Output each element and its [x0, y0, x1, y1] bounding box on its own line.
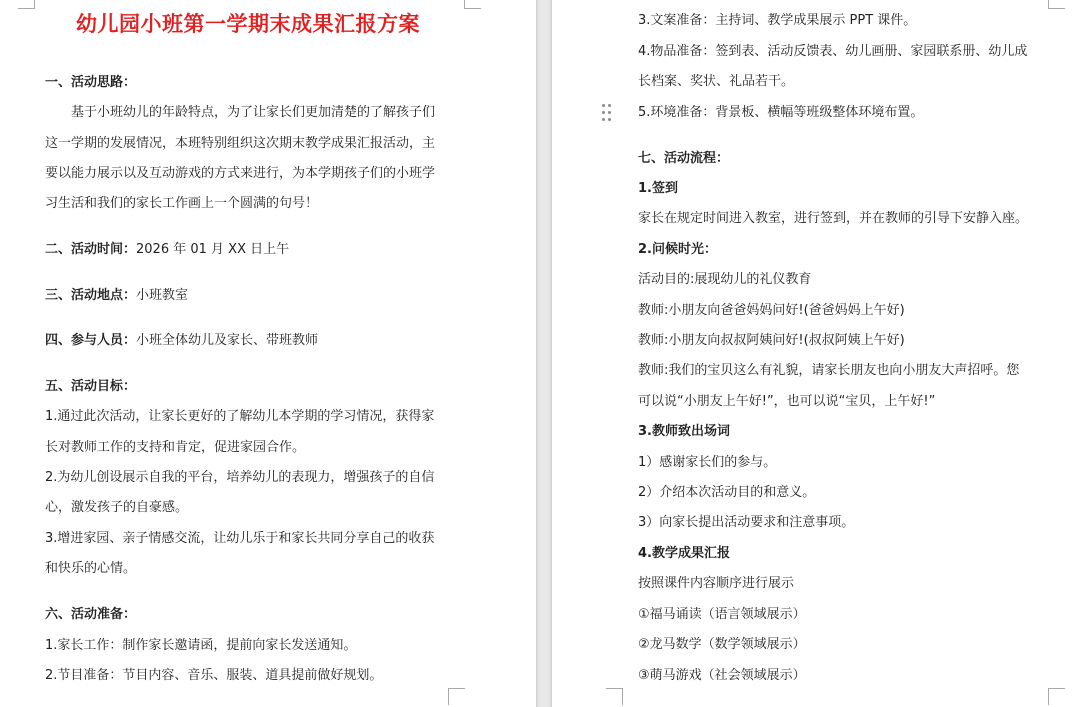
page-corner-mark: [606, 688, 623, 705]
drag-handle-icon[interactable]: [602, 104, 614, 124]
page-corner-mark: [464, 0, 481, 9]
paragraph-line: 2）介绍本次活动目的和意义。: [638, 485, 816, 500]
paragraph-line: 教师:小朋友向爸爸妈妈问好!(爸爸妈妈上午好): [638, 303, 905, 318]
paragraph-line: 心，激发孩子的自豪感。: [45, 500, 189, 515]
section-time: [45, 241, 289, 259]
paragraph-line: 2.节目准备：节目内容、音乐、服装、道具提前做好规划。: [45, 668, 383, 683]
section-participants: [45, 332, 318, 350]
section-location-label: 三、活动地点：: [45, 288, 137, 303]
paragraph-line: 2.为幼儿创设展示自我的平台，培养幼儿的表现力，增强孩子的自信: [45, 470, 435, 485]
step-heading-opening: 3.教师致出场词: [638, 424, 730, 439]
paragraph-line: 习生活和我们的家长工作画上一个圆满的句号！: [45, 196, 319, 211]
section-heading-idea: 一、活动思路：: [45, 75, 137, 90]
paragraph-line: 家长在规定时间进入教室，进行签到，并在教师的引导下安静入座。: [638, 211, 1029, 226]
step-heading-signin: 1.签到: [638, 181, 678, 196]
page-corner-mark: [1048, 688, 1065, 705]
document-title: 幼儿园小班第一学期末成果汇报方案: [76, 11, 420, 36]
section-participants-label: 四、参与人员：: [45, 333, 137, 348]
paragraph-line: 长档案、奖状、礼品若干。: [638, 74, 795, 89]
paragraph-line: 这一学期的发展情况，本班特别组织这次期末教学成果汇报活动，主: [45, 136, 436, 151]
section-time-label: 二、活动时间：: [45, 242, 137, 257]
section-location: [45, 287, 188, 305]
page-corner-mark: [18, 0, 35, 9]
paragraph-line: 1.家长工作：制作家长邀请函，提前向家长发送通知。: [45, 638, 357, 653]
paragraph-line: 和快乐的心情。: [45, 561, 137, 576]
page-corner-mark: [1048, 0, 1065, 9]
paragraph-line: 按照课件内容顺序进行展示: [638, 576, 795, 591]
section-heading-goals: 五、活动目标：: [45, 379, 137, 394]
section-heading-prep: 六、活动准备：: [45, 607, 137, 622]
page-corner-mark: [448, 688, 465, 705]
paragraph-line: 1.通过此次活动，让家长更好的了解幼儿本学期的学习情况，获得家: [45, 409, 435, 424]
paragraph-line: 3）向家长提出活动要求和注意事项。: [638, 515, 855, 530]
paragraph-line: 3.文案准备：主持词、教学成果展示 PPT 课件。: [638, 13, 917, 28]
paragraph-line: 4.物品准备：签到表、活动反馈表、幼儿画册、家园联系册、幼儿成: [638, 44, 1028, 59]
step-heading-report: 4.教学成果汇报: [638, 546, 730, 561]
paragraph-line: 5.环境准备：背景板、横幅等班级整体环境布置。: [638, 105, 924, 120]
step-heading-greeting: 2.问候时光：: [638, 242, 717, 257]
paragraph-line: 教师:我们的宝贝这么有礼貌，请家长朋友也向小朋友大声招呼。您: [638, 363, 1020, 378]
paragraph-line: 可以说“小朋友上午好!”，也可以说“宝贝，上午好!”: [638, 394, 936, 409]
paragraph-line: ①福马诵读（语言领域展示）: [638, 607, 806, 622]
paragraph-line: 3.增进家园、亲子情感交流，让幼儿乐于和家长共同分享自己的收获: [45, 531, 435, 546]
page-right[interactable]: [552, 0, 1080, 707]
page-left[interactable]: [0, 0, 536, 707]
paragraph-line: 活动目的:展现幼儿的礼仪教育: [638, 272, 812, 287]
paragraph-line: ②龙马数学（数学领域展示）: [638, 637, 806, 652]
paragraph-line: 要以能力展示以及互动游戏的方式来进行，为本学期孩子们的小班学: [45, 166, 436, 181]
paragraph-line: ③萌马游戏（社会领域展示）: [638, 668, 806, 683]
paragraph-line: 教师:小朋友向叔叔阿姨问好!(叔叔阿姨上午好): [638, 333, 905, 348]
paragraph-line: 1）感谢家长们的参与。: [638, 455, 777, 470]
section-heading-process: 七、活动流程：: [638, 151, 730, 166]
section-time-value: 2026 年 01 月 XX 日上午: [136, 242, 290, 257]
section-location-value: 小班教室: [136, 288, 189, 303]
section-participants-value: 小班全体幼儿及家长、带班教师: [136, 333, 319, 348]
paragraph-line: 基于小班幼儿的年龄特点，为了让家长们更加清楚的了解孩子们: [71, 105, 436, 120]
paragraph-line: 长对教师工作的支持和肯定，促进家园合作。: [45, 440, 306, 455]
